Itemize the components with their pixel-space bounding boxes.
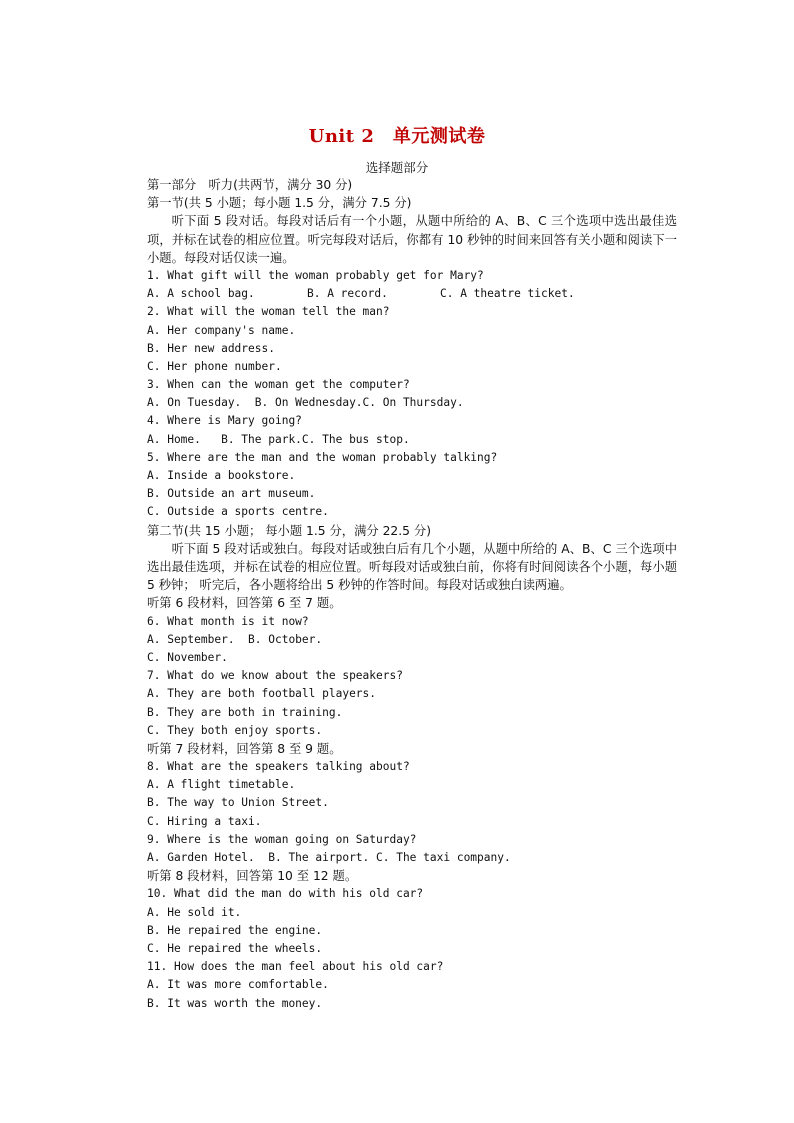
- material-7-heading: 听第 7 段材料，回答第 8 至 9 题。: [147, 741, 342, 756]
- question-9: 9. Where is the woman going on Saturday?: [147, 832, 417, 846]
- q5-option-b: B. Outside an art museum.: [147, 487, 316, 501]
- question-4: 4. Where is Mary going?: [147, 414, 302, 428]
- q5-option-a: A. Inside a bookstore.: [147, 469, 296, 483]
- q10-option-b: B. He repaired the engine.: [147, 923, 323, 937]
- document-body: [147, 176, 677, 1013]
- question-6: 6. What month is it now?: [147, 614, 309, 628]
- section1-heading: 第一节(共 5 小题；每小题 1.5 分，满分 7.5 分): [147, 196, 412, 211]
- question-8: 8. What are the speakers talking about?: [147, 760, 410, 774]
- question-3-options: A. On Tuesday. B. On Wednesday.C. On Thursday.: [147, 396, 464, 410]
- q11-option-a: A. It was more comfortable.: [147, 978, 329, 992]
- q2-option-a: A. Her company's name.: [147, 323, 296, 337]
- part-heading: 第一部分 听力(共两节，满分 30 分): [147, 178, 353, 192]
- q7-option-a: A. They are both football players.: [147, 687, 377, 701]
- q2-option-b: B. Her new address.: [147, 341, 275, 355]
- question-5: 5. Where are the man and the woman probably talking?: [147, 450, 498, 464]
- section2-instructions: 听下面 5 段对话或独白。每段对话或独白后有几个小题，从题中所给的 A、B、C 三个选项中选出最佳选项，并标在试卷的相应位置。听每段对话或独白前，你将有时间阅读各个小题，每小题 5 秒钟； 听完后，各小题将给出 5 秒钟的作答时间。每段对话或独白读两遍。: [147, 541, 677, 593]
- q1-option-b: B. A record.: [307, 287, 388, 301]
- q7-option-c: C. They both enjoy sports.: [147, 723, 323, 737]
- section-subtitle: 选择题部分: [365, 160, 429, 175]
- question-4-options: A. Home. B. The park.C. The bus stop.: [147, 432, 410, 446]
- question-2: 2. What will the woman tell the man?: [147, 305, 390, 319]
- question-1-options: [147, 285, 677, 303]
- material-8-heading: 听第 8 段材料，回答第 10 至 12 题。: [147, 869, 358, 884]
- question-3: 3. When can the woman get the computer?: [147, 378, 410, 392]
- q8-option-b: B. The way to Union Street.: [147, 796, 329, 810]
- section1-instructions: 听下面 5 段对话。每段对话后有一个小题，从题中所给的 A、B、C 三个选项中选出最佳选项，并标在试卷的相应位置。听完每段对话后，你都有 10 秒钟的时间来回答有关小题和阅读下一小题。每段对话仅读一遍。: [147, 214, 677, 265]
- q8-option-a: A. A flight timetable.: [147, 778, 296, 792]
- q6-option-c: C. November.: [147, 650, 228, 664]
- q1-option-a: A. A school bag.: [147, 287, 255, 301]
- question-9-options: A. Garden Hotel. B. The airport. C. The taxi company.: [147, 851, 511, 864]
- page-title: Unit 2 单元测试卷: [308, 126, 486, 147]
- question-7: 7. What do we know about the speakers?: [147, 669, 403, 683]
- question-1: 1. What gift will the woman probably get for Mary?: [147, 268, 484, 282]
- q5-option-c: C. Outside a sports centre.: [147, 505, 329, 519]
- question-6-options-ab: A. September. B. October.: [147, 632, 323, 646]
- q11-option-b: B. It was worth the money.: [147, 996, 323, 1010]
- q2-option-c: C. Her phone number.: [147, 359, 282, 373]
- material-6-heading: 听第 6 段材料，回答第 6 至 7 题。: [147, 596, 342, 611]
- q10-option-a: A. He sold it.: [147, 905, 242, 919]
- section2-heading: 第二节(共 15 小题； 每小题 1.5 分，满分 22.5 分): [147, 523, 431, 538]
- question-11: 11. How does the man feel about his old car?: [147, 960, 444, 974]
- q10-option-c: C. He repaired the wheels.: [147, 941, 323, 955]
- q7-option-b: B. They are both in training.: [147, 705, 343, 719]
- q8-option-c: C. Hiring a taxi.: [147, 814, 262, 828]
- question-10: 10. What did the man do with his old car?: [147, 887, 424, 901]
- q1-option-c: C. A theatre ticket.: [440, 287, 575, 301]
